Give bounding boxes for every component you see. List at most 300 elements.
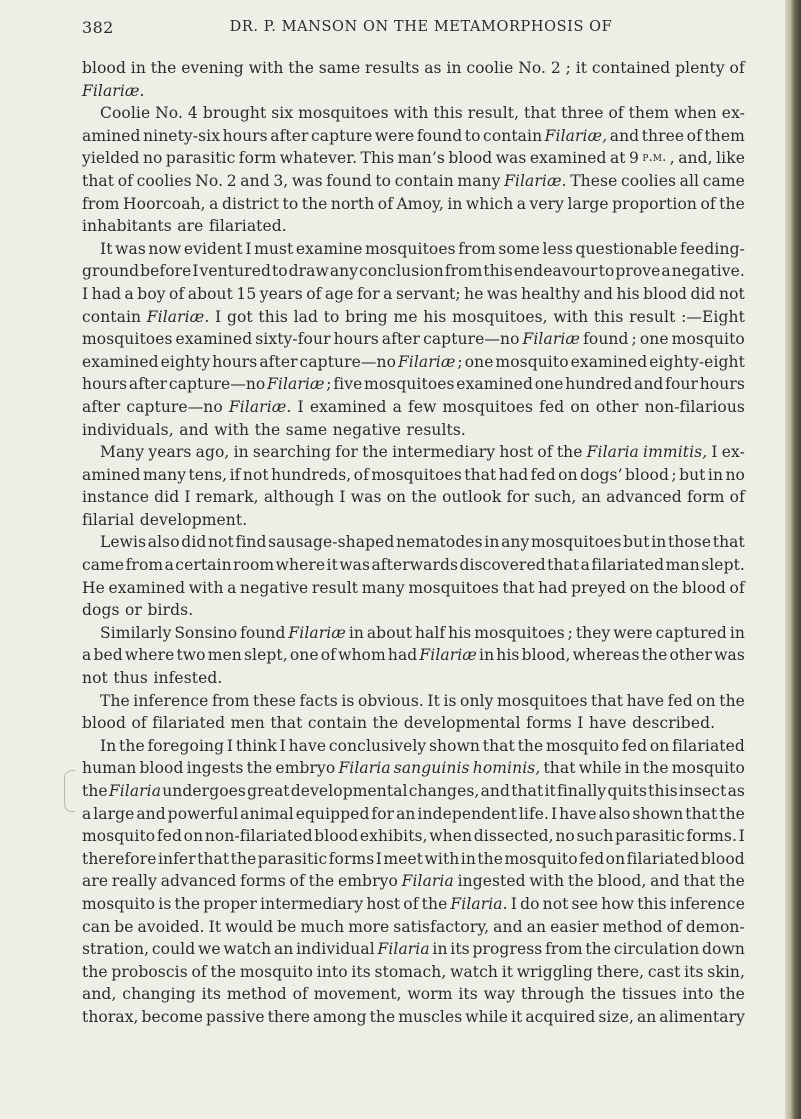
word: examined — [529, 149, 607, 168]
word: the — [477, 849, 504, 868]
word: me — [393, 307, 418, 326]
word: whom — [338, 646, 386, 665]
text-segment: inhabitants are filariated. — [82, 217, 287, 236]
word: an — [273, 940, 294, 959]
italic-word: Filariæ — [522, 330, 581, 349]
word: in — [707, 465, 724, 484]
word: The — [100, 691, 130, 710]
word: of — [537, 443, 553, 462]
word: outlook — [442, 488, 502, 507]
word: on — [696, 691, 716, 710]
word: These — [570, 171, 618, 190]
word: among — [312, 1007, 367, 1026]
word: questionable — [575, 239, 678, 258]
word: 2 — [226, 171, 237, 190]
word: with — [424, 849, 460, 868]
word: of — [729, 59, 745, 77]
word: of — [729, 578, 745, 597]
word: that — [683, 872, 716, 891]
word: mosquito — [82, 827, 156, 846]
word: that — [82, 171, 115, 190]
word: from — [444, 262, 483, 281]
word: forms — [240, 872, 286, 891]
word: afterwards — [371, 556, 459, 575]
word: to — [271, 262, 288, 281]
word: examined — [570, 352, 648, 371]
word: animal — [240, 804, 294, 823]
word: the — [119, 736, 145, 755]
text-line — [82, 260, 745, 283]
word: ventured — [199, 262, 271, 281]
word: less — [542, 239, 573, 258]
text-line — [82, 893, 745, 916]
word: Amoy, — [396, 194, 444, 213]
word: is — [341, 691, 355, 710]
word: of — [729, 488, 745, 507]
word: hours — [699, 375, 745, 394]
word: the — [82, 962, 108, 981]
word: room — [233, 556, 275, 575]
text-line — [82, 757, 745, 780]
word: blood — [625, 465, 669, 484]
word: I — [184, 488, 191, 507]
word: an — [581, 488, 601, 507]
word: 2 — [550, 59, 561, 77]
word: of — [353, 465, 369, 484]
word: capture—no — [168, 375, 266, 394]
word: of — [608, 104, 624, 123]
word: in — [446, 59, 462, 77]
word: and — [650, 872, 680, 891]
word: stomach, — [374, 962, 447, 981]
word: dogs’ — [580, 465, 623, 484]
word: after — [381, 330, 421, 349]
word: not — [542, 894, 569, 913]
word: quits — [607, 782, 647, 800]
text-line — [82, 690, 745, 713]
word: do — [520, 894, 540, 913]
word: remark, — [195, 488, 259, 507]
word: foregoing — [147, 736, 225, 755]
word: fed — [156, 827, 183, 846]
word: his — [423, 307, 447, 326]
word: half — [414, 623, 446, 642]
word: one — [534, 375, 564, 394]
word: method — [226, 985, 287, 1004]
text-line — [82, 328, 745, 351]
word: It — [100, 239, 113, 258]
word: more — [348, 917, 390, 936]
word: of — [306, 284, 322, 303]
text-line — [82, 193, 745, 216]
word: mosquitoes, — [452, 307, 548, 326]
word: its — [450, 940, 470, 959]
word: undergoes — [162, 782, 246, 800]
word: a — [164, 556, 174, 575]
word: examined — [456, 375, 533, 394]
word: have — [288, 736, 327, 755]
word: easier — [550, 917, 599, 936]
word: now — [148, 239, 182, 258]
word: found — [326, 171, 372, 190]
word: the — [719, 985, 745, 1004]
word: a — [124, 284, 134, 303]
word: satisfactory, — [393, 917, 490, 936]
word: ingests — [186, 759, 244, 778]
word: mosquitoes — [298, 104, 389, 123]
word: acquired — [525, 1007, 596, 1026]
word: contain — [394, 171, 454, 190]
word: three — [641, 126, 685, 145]
word: came — [82, 556, 125, 575]
word: I — [82, 284, 89, 303]
text-line — [82, 441, 745, 464]
word: capture—no — [423, 330, 520, 349]
word: capture — [311, 126, 373, 145]
word: circulation — [613, 940, 700, 959]
word: after — [270, 126, 309, 145]
italic-word: Filaria — [586, 443, 639, 462]
word: certain — [175, 556, 232, 575]
word: with — [393, 104, 429, 123]
word: fed — [539, 397, 565, 416]
word: one — [289, 646, 319, 665]
word: fed — [579, 849, 605, 868]
italic-word: Filariæ. — [228, 397, 292, 416]
word: mosquito — [239, 962, 314, 981]
word: a — [392, 397, 402, 416]
word: blood, — [597, 872, 647, 891]
word: a — [580, 556, 590, 575]
word: it — [326, 556, 338, 575]
word: of — [169, 284, 185, 303]
word: I — [226, 736, 234, 755]
word: parasitic — [165, 149, 236, 168]
text-line — [82, 983, 745, 1006]
word: non-filariated — [204, 827, 313, 846]
word: brought — [202, 104, 267, 123]
text-segment: not thus infested. — [82, 669, 223, 688]
word: shown — [429, 736, 481, 755]
word: of — [686, 126, 702, 145]
text-line — [82, 961, 745, 984]
word: slept, — [243, 646, 288, 665]
word: that — [464, 465, 497, 484]
word: great — [247, 782, 290, 800]
word: skin, — [707, 962, 745, 981]
text-line — [82, 848, 745, 871]
word: non-filarious — [644, 397, 745, 416]
word: was — [350, 488, 382, 507]
word: embryo — [337, 872, 398, 891]
word: equipped — [295, 804, 370, 823]
word: coolies — [620, 171, 677, 190]
word: fed — [621, 736, 648, 755]
word: and — [240, 171, 270, 190]
word: they — [575, 623, 611, 642]
italic-word: Filaria — [401, 872, 454, 891]
text-line — [82, 396, 745, 419]
word: this — [593, 307, 624, 326]
word: boy — [137, 284, 166, 303]
word: this — [648, 782, 678, 800]
text-line — [82, 577, 745, 600]
word: about — [366, 623, 413, 642]
word: the — [308, 872, 335, 891]
word: and, — [82, 985, 117, 1004]
italic-word: Filariæ — [267, 375, 325, 394]
word: could — [151, 940, 196, 959]
word: advanced — [606, 488, 682, 507]
word: was — [291, 171, 323, 190]
word: embryo — [275, 759, 336, 778]
word: proportion — [612, 194, 697, 213]
word: I — [297, 397, 304, 416]
word: I — [339, 488, 346, 507]
word: examined — [175, 330, 253, 349]
word: man — [665, 556, 700, 575]
word: way — [483, 985, 516, 1004]
word: district — [221, 194, 280, 213]
word: while — [465, 1007, 509, 1026]
word: form — [238, 149, 277, 168]
word: of — [700, 194, 716, 213]
word: an — [636, 1007, 657, 1026]
word: there — [267, 1007, 311, 1026]
italic-word: Filaria — [338, 759, 391, 778]
word: hours — [82, 375, 128, 394]
text-line — [82, 644, 745, 667]
word: whatever. — [279, 149, 358, 168]
word: on — [605, 849, 626, 868]
text-line — [82, 170, 745, 193]
word: watch — [223, 940, 272, 959]
word: life. — [518, 804, 550, 823]
word: independent — [417, 804, 517, 823]
word: insect — [678, 782, 727, 800]
word: contained — [591, 59, 671, 77]
word: human — [82, 759, 137, 778]
word: that — [591, 691, 624, 710]
italic-word: Filaria — [108, 782, 162, 800]
text-line — [82, 622, 745, 645]
word: the — [652, 578, 679, 597]
word: mosquitoes — [82, 330, 173, 349]
word: draw — [288, 262, 329, 281]
word: of — [292, 985, 308, 1004]
word: captured — [655, 623, 727, 642]
word: results — [365, 59, 420, 77]
word: was — [115, 239, 146, 258]
word: coolie — [466, 59, 514, 77]
word: large — [567, 194, 609, 213]
word: meet — [383, 849, 424, 868]
word: those — [667, 533, 712, 552]
word: Lewis — [100, 533, 147, 552]
page-edge-shadow — [785, 0, 801, 1119]
italic-text: Filariæ. — [82, 81, 145, 100]
word: many — [142, 465, 187, 484]
word: prove — [615, 262, 661, 281]
word: and — [493, 917, 523, 936]
word: but — [679, 465, 706, 484]
word: also — [147, 533, 180, 552]
word: filariated — [626, 849, 700, 868]
word: I — [375, 849, 382, 868]
word: if — [229, 465, 241, 484]
word: its — [351, 962, 371, 981]
word: men — [207, 646, 242, 665]
word: this — [637, 894, 667, 913]
word: become — [141, 1007, 204, 1026]
word: I — [738, 827, 745, 846]
word: slept. — [701, 556, 745, 575]
word: such — [576, 827, 614, 846]
word: muscles — [398, 1007, 463, 1026]
word: 9 — [629, 149, 640, 168]
word: some — [498, 239, 540, 258]
word: mosquito — [671, 330, 745, 349]
word: the — [411, 488, 437, 507]
word: fed — [530, 465, 556, 484]
word: on — [570, 397, 590, 416]
word: blood — [700, 849, 745, 868]
word: as — [727, 782, 745, 800]
word: any — [501, 533, 530, 552]
word: worm — [407, 985, 453, 1004]
word: age — [324, 284, 354, 303]
text-line — [82, 780, 745, 803]
word: Coolie — [100, 104, 151, 123]
word: have — [559, 804, 597, 823]
word: He — [82, 578, 105, 597]
text-line — [82, 486, 745, 509]
word: wriggling — [516, 962, 593, 981]
word: the — [288, 59, 314, 77]
text-line — [82, 419, 745, 442]
word: his — [616, 284, 640, 303]
word: bed — [93, 646, 123, 665]
word: years — [148, 443, 192, 462]
word: it — [575, 59, 588, 77]
word: were — [374, 126, 415, 145]
word: but — [623, 533, 650, 552]
word: coolies — [136, 171, 192, 190]
word: much — [300, 917, 345, 936]
word: is — [443, 691, 457, 710]
word: think — [235, 736, 277, 755]
word: eighty-eight — [649, 352, 745, 371]
word: conclusion — [359, 262, 444, 281]
word: in — [233, 443, 249, 462]
text-line — [82, 1006, 745, 1029]
text-line — [82, 80, 745, 103]
text-line — [82, 531, 745, 554]
word: infer — [157, 849, 196, 868]
word: host — [366, 894, 401, 913]
word: same — [318, 59, 361, 77]
word: p.m. — [642, 150, 667, 166]
word: examine — [295, 239, 363, 258]
word: feeding- — [680, 239, 745, 258]
word: on — [629, 578, 650, 597]
word: blood — [82, 59, 126, 77]
word: individual — [296, 940, 375, 959]
word: plenty — [675, 59, 725, 77]
word: that — [524, 104, 557, 123]
word: an — [396, 804, 416, 823]
word: after — [82, 397, 121, 416]
word: mosquito — [546, 736, 620, 755]
word: capture—no — [126, 397, 223, 416]
word: contain — [82, 307, 142, 326]
text-line — [82, 712, 745, 735]
word: be — [277, 917, 297, 936]
word: as — [424, 59, 442, 77]
word: filariated — [591, 556, 665, 575]
word: method — [602, 917, 663, 936]
word: ex- — [721, 104, 745, 123]
word: Sonsino — [174, 623, 238, 642]
word: facts — [299, 691, 338, 710]
word: to — [598, 262, 615, 281]
word: In — [100, 736, 117, 755]
word: no — [142, 149, 163, 168]
word: the — [246, 759, 273, 778]
word: which — [465, 194, 514, 213]
word: I — [550, 804, 558, 823]
word: an — [526, 917, 547, 936]
text-segment: individuals, and with the same negative results. — [82, 420, 466, 439]
word: changes, — [408, 782, 480, 800]
word: endeavour — [513, 262, 598, 281]
word: It — [208, 917, 222, 936]
word: one — [639, 330, 669, 349]
text-line — [82, 57, 745, 80]
word: and — [136, 804, 166, 823]
word: had — [91, 284, 122, 303]
word: evening — [181, 59, 244, 77]
word: parasitic — [257, 849, 328, 868]
page-number: 382 — [82, 18, 114, 37]
text-line — [82, 283, 745, 306]
word: from — [82, 194, 120, 213]
word: sixty-four — [255, 330, 331, 349]
word: have — [626, 691, 665, 710]
word: I — [279, 736, 286, 755]
word: Hoorcoah, — [123, 194, 206, 213]
word: the — [301, 194, 328, 213]
word: therefore — [82, 849, 157, 868]
word: to — [323, 307, 340, 326]
word: really — [111, 872, 157, 891]
word: before — [140, 262, 192, 281]
word: ninety-six — [143, 126, 221, 145]
text-line — [82, 554, 745, 577]
word: that — [712, 533, 745, 552]
word: proboscis — [111, 962, 188, 981]
word: and — [480, 782, 511, 800]
word: watch — [450, 962, 498, 981]
word: healthy — [521, 284, 581, 303]
word: from — [211, 691, 250, 710]
italic-word: Filariæ — [419, 646, 477, 665]
word: the — [517, 736, 544, 755]
word: ; — [457, 352, 463, 371]
word: through — [520, 985, 585, 1004]
word: any — [329, 262, 359, 281]
word: obvious. — [357, 691, 424, 710]
